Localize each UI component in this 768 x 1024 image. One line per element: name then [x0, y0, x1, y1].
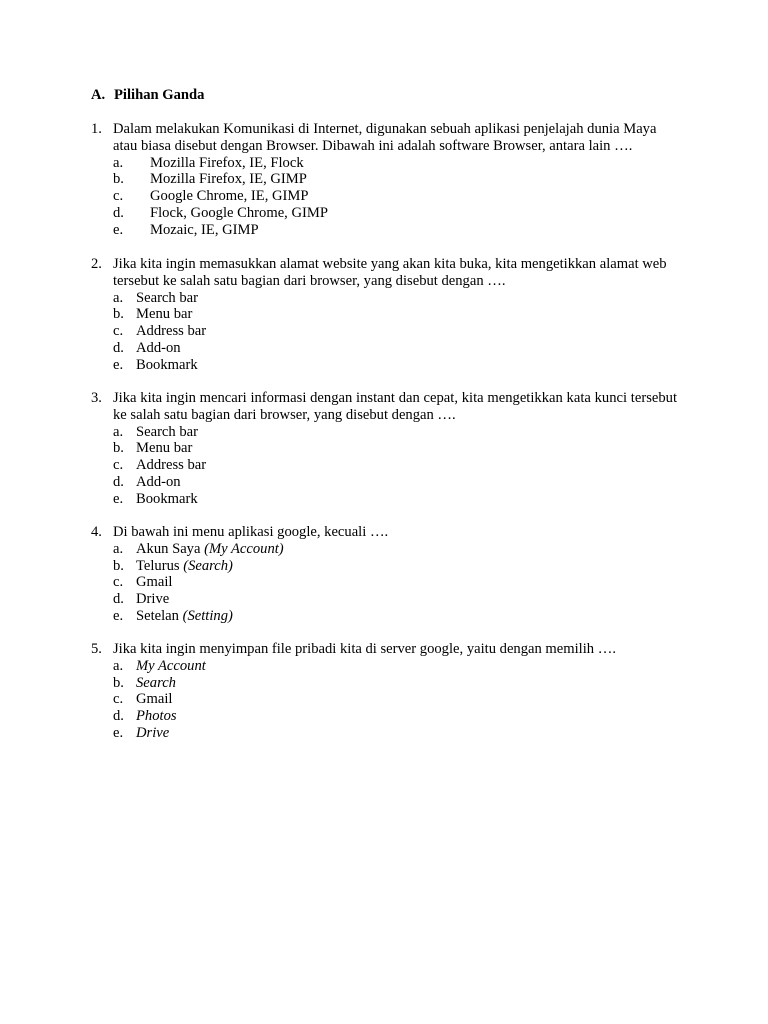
option-italic-note: (Search) [183, 557, 233, 574]
option-a[interactable] [91, 424, 677, 441]
option-letter: c. [113, 574, 124, 591]
option-letter: e. [113, 221, 124, 238]
option-letter: c. [113, 457, 124, 474]
option-e[interactable] [91, 725, 677, 742]
option-text: Search [136, 674, 176, 691]
question-text: Jika kita ingin menyimpan file pribadi kita di server google, yaitu dengan memilih …. [113, 641, 616, 657]
option-text: Menu bar [136, 306, 193, 323]
option-text: Setelan [136, 607, 183, 624]
option-list [91, 541, 677, 625]
option-d[interactable] [91, 708, 677, 725]
question-number: 2. [91, 256, 102, 272]
option-list [91, 155, 677, 239]
option-text: Search bar [136, 423, 198, 440]
option-list [91, 290, 677, 374]
option-text: Gmail [136, 691, 173, 708]
option-text: Google Chrome, IE, GIMP [150, 188, 309, 205]
option-letter: c. [113, 691, 124, 708]
option-letter: e. [113, 356, 124, 373]
option-d[interactable] [91, 591, 677, 608]
option-a[interactable] [91, 541, 677, 558]
option-text: Flock, Google Chrome, GIMP [150, 204, 328, 221]
question-3 [91, 390, 677, 508]
option-text: Drive [136, 724, 170, 741]
option-letter: b. [113, 306, 124, 323]
option-text: Address bar [136, 323, 207, 340]
option-b[interactable] [91, 440, 677, 457]
option-text: Gmail [136, 574, 173, 591]
option-b[interactable] [91, 675, 677, 692]
option-letter: d. [113, 591, 124, 608]
option-letter: b. [113, 440, 124, 457]
option-text: Menu bar [136, 440, 193, 457]
option-letter: a. [113, 657, 124, 674]
option-text: Mozaic, IE, GIMP [150, 221, 259, 238]
option-a[interactable] [91, 155, 677, 172]
option-text: Mozilla Firefox, IE, GIMP [150, 171, 307, 188]
option-c[interactable] [91, 691, 677, 708]
option-letter: a. [113, 540, 124, 557]
option-text: Akun Saya [136, 540, 205, 557]
question-2 [91, 256, 677, 374]
option-c[interactable] [91, 323, 677, 340]
section-title: Pilihan Ganda [114, 87, 205, 103]
option-e[interactable] [91, 608, 677, 625]
option-letter: e. [113, 490, 124, 507]
option-letter: d. [113, 339, 124, 356]
option-d[interactable] [91, 340, 677, 357]
option-b[interactable] [91, 171, 677, 188]
option-d[interactable] [91, 474, 677, 491]
option-text: Search bar [136, 289, 198, 306]
option-letter: a. [113, 423, 124, 440]
option-a[interactable] [91, 658, 677, 675]
option-letter: d. [113, 708, 124, 725]
option-text: Address bar [136, 457, 207, 474]
option-letter: e. [113, 607, 124, 624]
option-italic-note: (Setting) [182, 607, 233, 624]
option-letter: a. [113, 154, 124, 171]
option-letter: a. [113, 289, 124, 306]
question-text: Dalam melakukan Komunikasi di Internet, digunakan sebuah aplikasi penjelajah dunia Maya atau biasa disebut dengan Browser. Dibawah ini adalah software Browser, antara lain …. [113, 121, 657, 154]
option-text: Drive [136, 591, 170, 608]
question-text: Jika kita ingin mencari informasi dengan instant dan cepat, kita mengetikkan kata kunci tersebut ke salah satu bagian dari browser, yang disebut dengan …. [113, 390, 677, 423]
option-c[interactable] [91, 457, 677, 474]
option-letter: d. [113, 204, 124, 221]
question-number: 1. [91, 121, 102, 137]
option-text: Bookmark [136, 490, 198, 507]
option-text: Photos [136, 708, 177, 725]
option-b[interactable] [91, 558, 677, 575]
question-4 [91, 524, 677, 625]
option-text: Add-on [136, 339, 181, 356]
option-list [91, 658, 677, 742]
option-text: Telurus [136, 557, 184, 574]
section-heading [91, 87, 204, 104]
option-c[interactable] [91, 188, 677, 205]
option-text: Add-on [136, 473, 181, 490]
question-number: 3. [91, 390, 102, 406]
question-text: Jika kita ingin memasukkan alamat website yang akan kita buka, kita mengetikkan alamat web tersebut ke salah satu bagian dari browser, yang disebut dengan …. [113, 256, 667, 289]
option-letter: c. [113, 323, 124, 340]
question-text: Di bawah ini menu aplikasi google, kecuali …. [113, 524, 389, 540]
question-number: 5. [91, 641, 102, 657]
option-letter: b. [113, 674, 124, 691]
option-letter: c. [113, 188, 124, 205]
question-5 [91, 641, 677, 742]
option-letter: b. [113, 171, 124, 188]
option-text: Mozilla Firefox, IE, Flock [150, 154, 304, 171]
option-letter: d. [113, 473, 124, 490]
option-e[interactable] [91, 491, 677, 508]
option-c[interactable] [91, 574, 677, 591]
option-a[interactable] [91, 290, 677, 307]
option-text: My Account [136, 657, 206, 674]
question-1 [91, 121, 677, 239]
option-e[interactable] [91, 357, 677, 374]
option-letter: b. [113, 557, 124, 574]
option-text: Bookmark [136, 356, 198, 373]
option-italic-note: (My Account) [204, 540, 284, 557]
option-letter: e. [113, 724, 124, 741]
option-list [91, 424, 677, 508]
question-number: 4. [91, 524, 102, 540]
option-e[interactable] [91, 222, 677, 239]
option-d[interactable] [91, 205, 677, 222]
option-b[interactable] [91, 306, 677, 323]
section-letter: A. [91, 87, 106, 103]
